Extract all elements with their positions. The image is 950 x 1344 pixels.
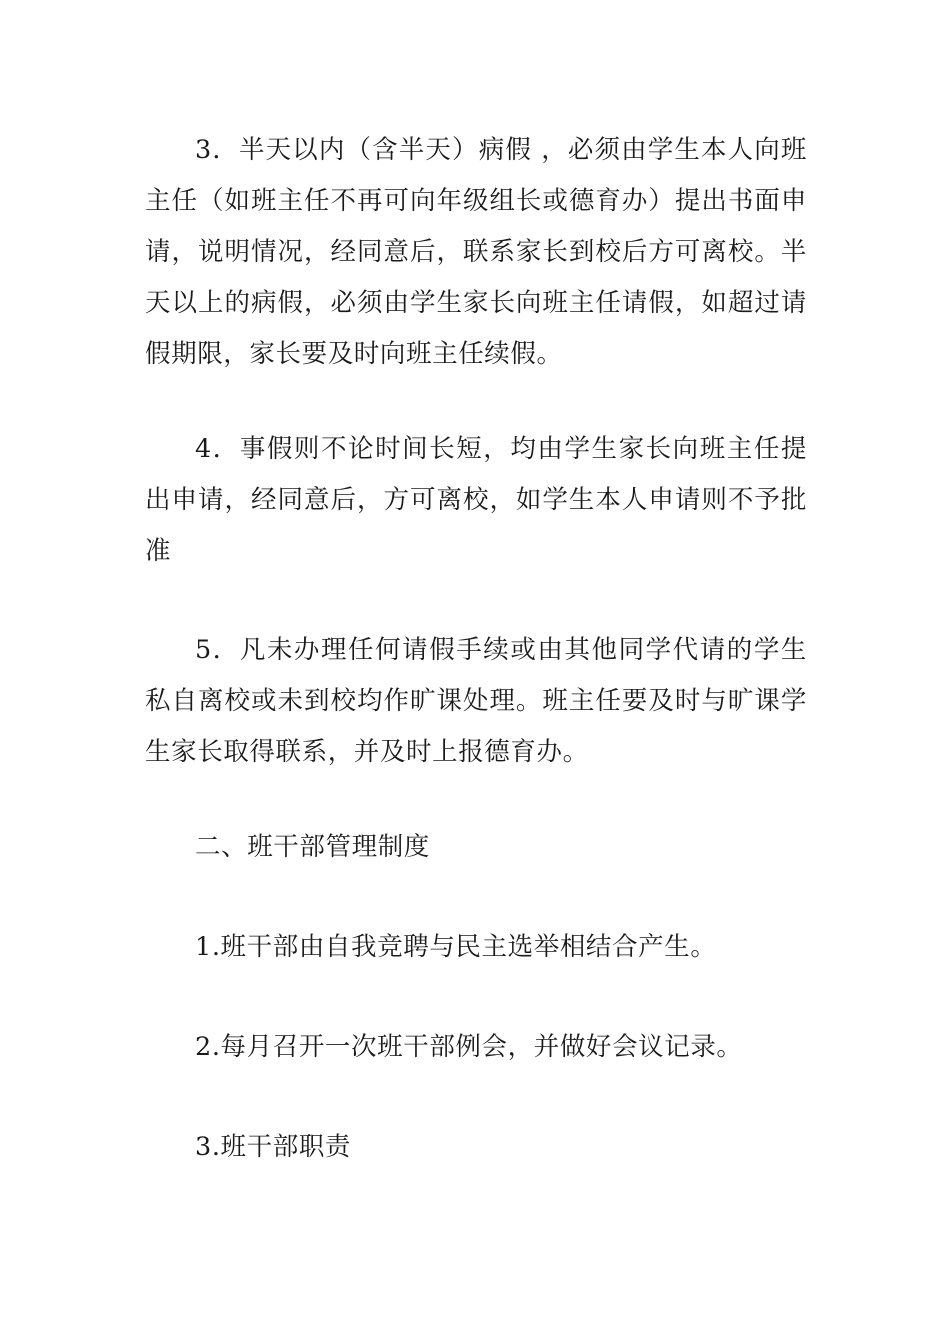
list-item-cadre-duties: 3.班干部职责 <box>195 1132 352 1162</box>
paragraph-personal-leave: 4．事假则不论时间长短，均由学生家长向班主任提出申请，经同意后，方可离校，如学生本人申请则不予批准 <box>145 434 807 566</box>
list-item-monthly-meeting: 2.每月召开一次班干部例会，并做好会议记录。 <box>195 1032 743 1062</box>
list-item-cadre-election: 1.班干部由自我竞聘与民主选举相结合产生。 <box>195 932 717 962</box>
section-heading-class-cadre: 二、班干部管理制度 <box>195 832 430 862</box>
paragraph-truancy: 5．凡未办理任何请假手续或由其他同学代请的学生私自离校或未到校均作旷课处理。班主任要及时与旷课学生家长取得联系，并及时上报德育办。 <box>145 635 807 767</box>
paragraph-sick-leave-half-day: 3．半天以内（含半天）病假 ，必须由学生本人向班主任（如班主任不再可向年级组长或德育办）提出书面申请，说明情况，经同意后，联系家长到校后方可离校。半天以上的病假，必须由学生家长向班主任请假，如超过请假期限，家长要及时向班主任续假。 <box>145 135 807 369</box>
